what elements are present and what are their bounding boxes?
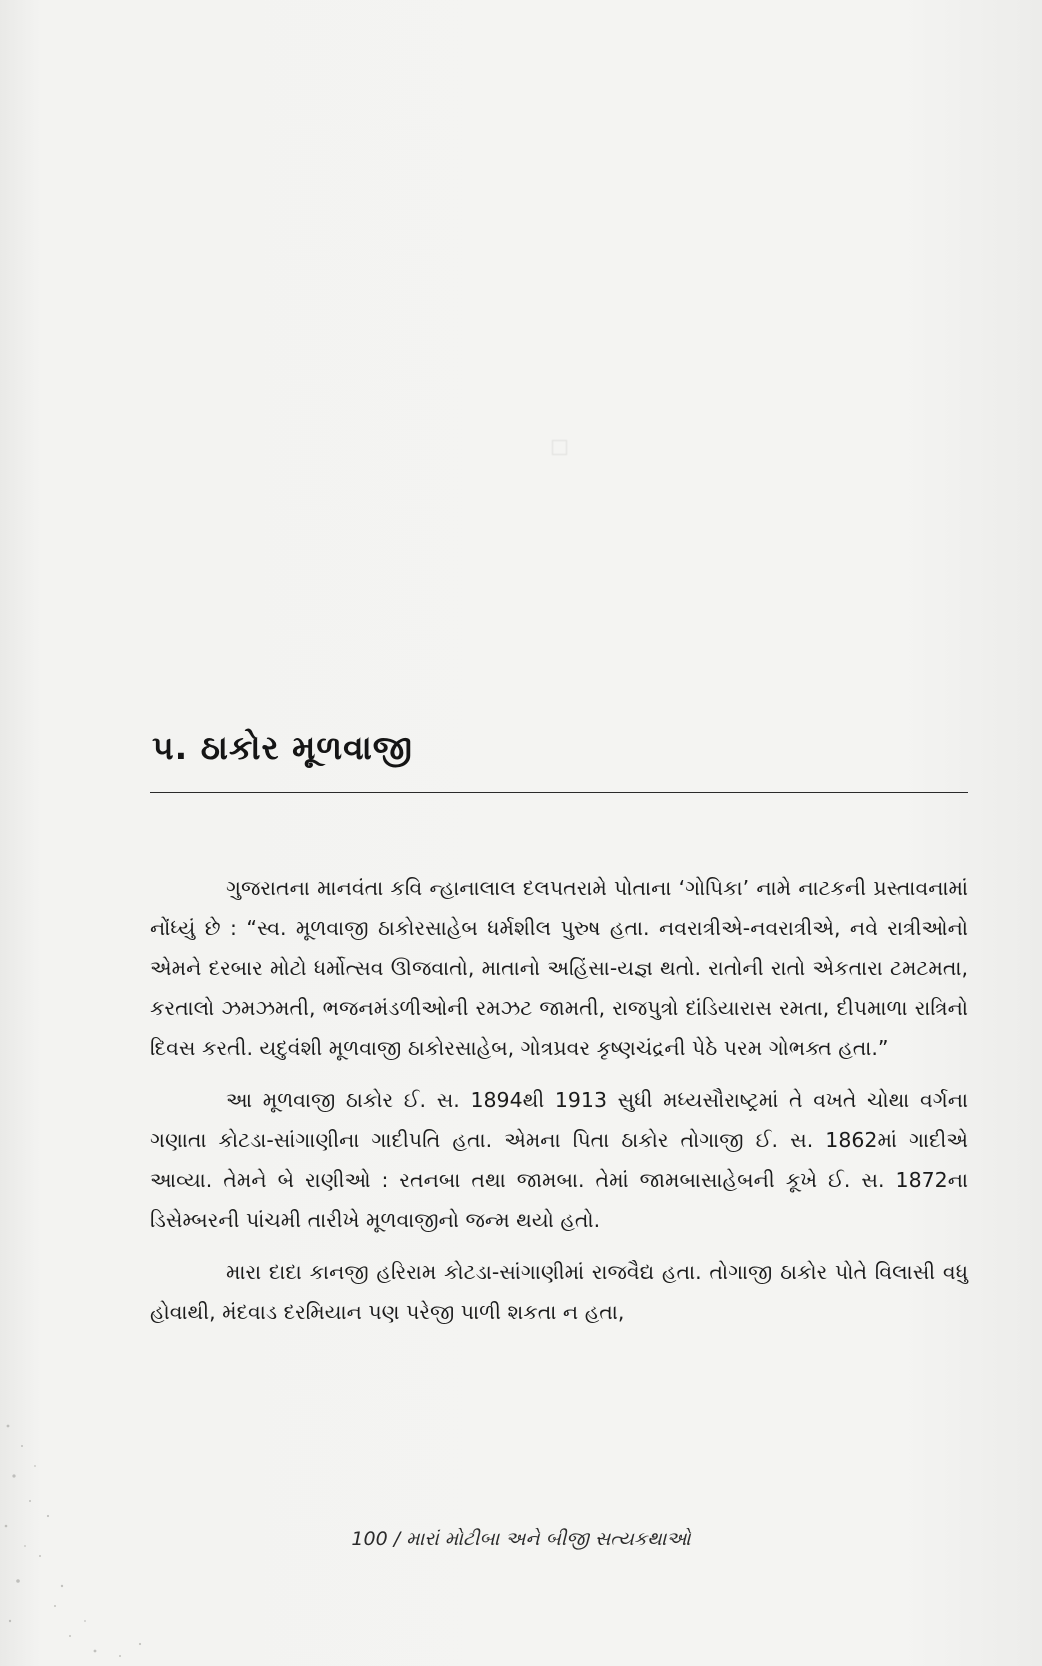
paragraph: ગુજરાતના માનવંતા કવિ ન્હાનાલાલ દલપતરામે પોતાના ‘ગોપિકા’ નામે નાટકની પ્રસ્તાવનામાં નોંધ્યું છે : “સ્વ. મૂળવાજી ઠાકોરસાહેબ ધર્મશીલ પુરુષ હતા. નવરાત્રીએ-નવરાત્રીએ, નવે રાત્રીઓનો એમને દરબાર મોટો ધર્મોત્સવ ઊજવાતો, માતાનો અહિંસા-યજ્ઞ થતો. રાતોની રાતો એકતારા ટમટમતા, કરતાલો ઝમઝમતી, ભજનમંડળીઓની રમઝટ જામતી, રાજપુત્રો દાંડિયારાસ રમતા, દીપમાળા રાત્રિનો દિવસ કરતી. યદુવંશી મૂળવાજી ઠાકોરસાહેબ, ગોત્રપ્રવર કૃષ્ણચંદ્રની પેઠે પરમ ગોભક્ત હતા.” <box>150 876 968 1060</box>
body-text <box>150 868 968 1344</box>
footer-separator: / <box>393 1528 401 1550</box>
paper-speckle <box>0 1406 180 1666</box>
chapter-divider <box>150 792 968 793</box>
book-title: મારાં મોટીબા અને બીજી સત્યકથાઓ <box>406 1528 691 1550</box>
paragraph: આ મૂળવાજી ઠાકોર ઈ. સ. 1894થી 1913 સુધી મધ્યસૌરાષ્ટ્રમાં તે વખતે ચોથા વર્ગના ગણાતા કોટડા-સાંગાણીના ગાદીપતિ હતા. એમના પિતા ઠાકોર તોગાજી ઈ. સ. 1862માં ગાદીએ આવ્યા. તેમને બે રાણીઓ : રતનબા તથા જામબા. તેમાં જામબાસાહેબની કૂખે ઈ. સ. 1872ના ડિસેમ્બરની પાંચમી તારીખે મૂળવાજીનો જન્મ થયો હતો. <box>150 1088 968 1232</box>
page-number: 100 <box>351 1528 388 1550</box>
show-through-text <box>150 88 970 429</box>
paragraph: મારા દાદા કાનજી હરિરામ કોટડા-સાંગાણીમાં રાજવૈદ્ય હતા. તોગાજી ઠાકોર પોતે વિલાસી વધુ હોવાથી, મંદવાડ દરમિયાન પણ પરેજી પાળી શકતા ન હતા, <box>150 1260 968 1324</box>
show-through-mark <box>552 440 567 455</box>
chapter-title: ૫. ઠાકોર મૂળવાજી <box>152 728 413 767</box>
